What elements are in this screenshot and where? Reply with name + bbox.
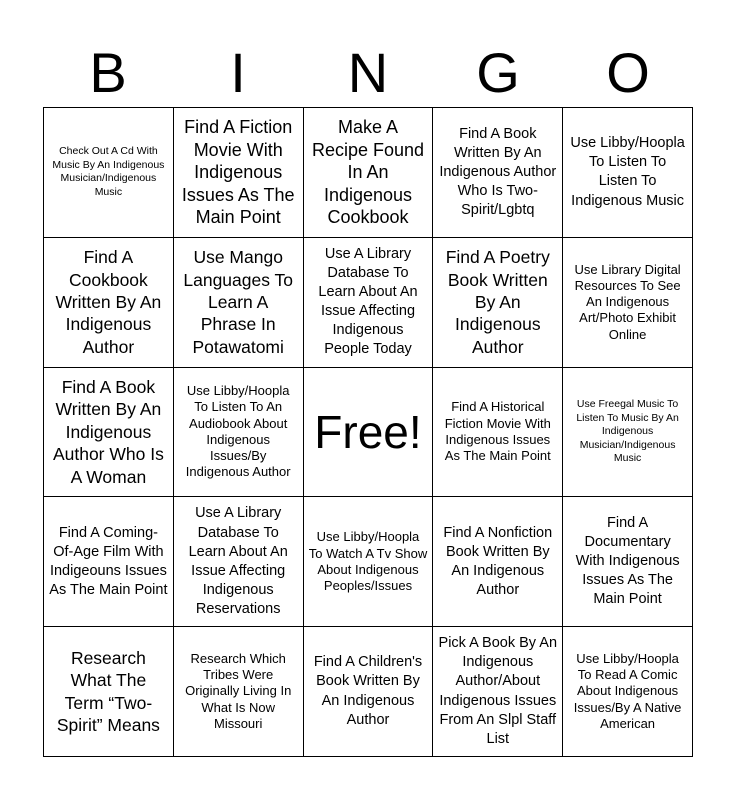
bingo-cell[interactable] — [433, 497, 563, 627]
bingo-cell[interactable] — [174, 108, 304, 238]
bingo-cell[interactable] — [304, 108, 434, 238]
bingo-cell[interactable] — [563, 497, 693, 627]
bingo-cell-text: Use Libby/Hoopla To Watch A Tv Show About Indigenous Peoples/Issues — [308, 529, 428, 594]
bingo-cell-text: Use Freegal Music To Listen To Music By An Indigenous Musician/Indigenous Music — [576, 397, 679, 465]
bingo-cell[interactable] — [174, 497, 304, 627]
bingo-cell-text: Use Libby/Hoopla To Listen To Listen To Indigenous Music — [570, 135, 685, 209]
bingo-cell-text: Find A Documentary With Indigenous Issues As The Main Point — [575, 514, 680, 608]
bingo-header — [43, 40, 693, 106]
bingo-cell[interactable] — [174, 238, 304, 368]
bingo-cell-text: Find A Poetry Book Written By An Indigenous Author — [445, 247, 550, 357]
bingo-cell-text: Make A Recipe Found In An Indigenous Cookbook — [311, 117, 425, 228]
bingo-cell-text: Pick A Book By An Indigenous Author/About Indigenous Issues From An Slpl Staff List — [438, 635, 558, 747]
bingo-cell-text: Check Out A Cd With Music By An Indigenous Musician/Indigenous Music — [52, 145, 165, 199]
bingo-card-grid — [43, 107, 693, 757]
bingo-cell[interactable] — [174, 627, 304, 757]
bingo-cell[interactable] — [44, 238, 174, 368]
bingo-cell-text: Find A Book Written By An Indigenous Author Who Is A Woman — [52, 377, 164, 487]
header-letter-n: N — [347, 41, 389, 104]
bingo-cell[interactable] — [174, 368, 304, 498]
bingo-cell-text: Find A Book Written By An Indigenous Author Who Is Two-Spirit/Lgbtq — [439, 125, 557, 219]
bingo-cell-text: Use A Library Database To Learn About An Issue Affecting Indigenous Reservations — [188, 505, 288, 618]
header-letter-i: I — [230, 41, 246, 104]
header-letter-b: B — [89, 41, 127, 104]
bingo-cell[interactable] — [304, 627, 434, 757]
bingo-cell[interactable] — [44, 368, 174, 498]
bingo-cell-text: Find A Coming-Of-Age Film With Indigeouns Issues As The Main Point — [49, 524, 168, 598]
bingo-cell-text: Research What The Term “Two-Spirit” Means — [56, 647, 160, 735]
bingo-cell[interactable] — [433, 627, 563, 757]
bingo-cell-text: Find A Nonfiction Book Written By An Indigenous Author — [443, 524, 553, 598]
header-letter-g: G — [476, 41, 520, 104]
free-space-label: Free! — [314, 405, 422, 458]
bingo-cell-text: Use Mango Languages To Learn A Phrase In Potawatomi — [183, 247, 294, 357]
free-space-cell[interactable] — [304, 368, 434, 498]
bingo-cell[interactable] — [433, 368, 563, 498]
bingo-cell[interactable] — [44, 108, 174, 238]
bingo-cell-text: Find A Cookbook Written By An Indigenous Author — [55, 247, 162, 357]
bingo-cell[interactable] — [44, 497, 174, 627]
bingo-cell-text: Research Which Tribes Were Originally Living In What Is Now Missouri — [185, 650, 292, 731]
bingo-cell[interactable] — [44, 627, 174, 757]
bingo-cell-text: Use Library Digital Resources To See An Indigenous Art/Photo Exhibit Online — [574, 261, 681, 342]
bingo-cell[interactable] — [304, 238, 434, 368]
bingo-cell[interactable] — [304, 497, 434, 627]
bingo-cell-text: Use Libby/Hoopla To Listen To An Audiobook About Indigenous Issues/By Indigenous Author — [185, 383, 291, 480]
bingo-cell-text: Find A Historical Fiction Movie With Indigenous Issues As The Main Point — [444, 399, 551, 464]
bingo-cell[interactable] — [563, 368, 693, 498]
bingo-cell-text: Use A Library Database To Learn About An Issue Affecting Indigenous People Today — [318, 245, 418, 358]
bingo-cell[interactable] — [563, 108, 693, 238]
bingo-cell[interactable] — [563, 238, 693, 368]
bingo-cell-text: Find A Fiction Movie With Indigenous Issues As The Main Point — [181, 117, 295, 228]
bingo-cell-text: Find A Children's Book Written By An Indigenous Author — [313, 654, 423, 728]
bingo-cell[interactable] — [563, 627, 693, 757]
header-letter-o: O — [606, 41, 650, 104]
bingo-cell-text: Use Libby/Hoopla To Read A Comic About Indigenous Issues/By A Native American — [573, 650, 682, 731]
bingo-cell[interactable] — [433, 108, 563, 238]
bingo-cell[interactable] — [433, 238, 563, 368]
